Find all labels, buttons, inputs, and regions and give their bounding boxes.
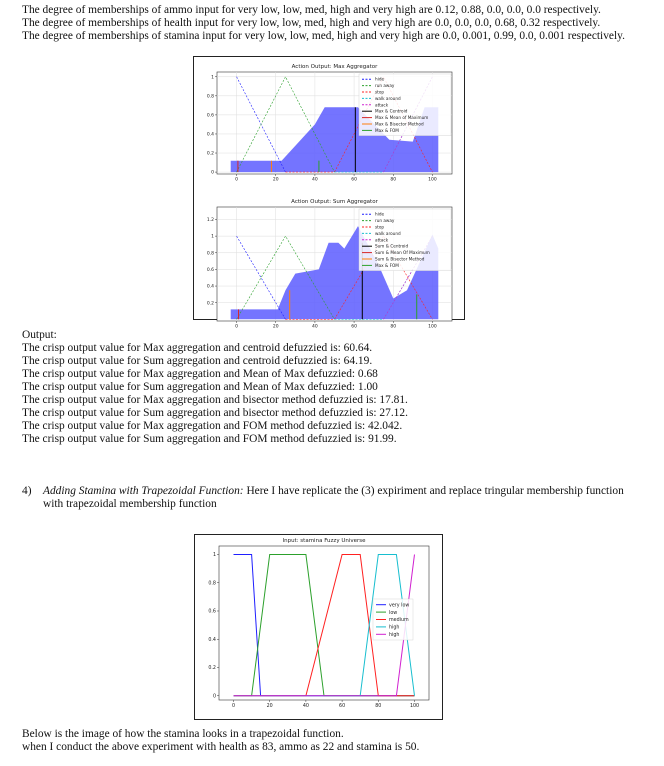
legend-label: hide — [375, 211, 385, 217]
legend-label: walk around — [375, 95, 401, 101]
section-text: Here I have replicate the (3) expiriment and replace tringular membership function — [243, 485, 624, 497]
legend-label: Sum & Bisector Method — [375, 256, 425, 262]
x-tick-label: 20 — [272, 324, 279, 330]
legend-label: run away — [375, 218, 395, 224]
x-tick-label: 80 — [390, 177, 397, 183]
legend-label: Sum & Mean Of Maximum — [375, 250, 430, 256]
chart-title: Input: stamina Fuzzy Universe — [282, 538, 366, 544]
y-tick-label: 0.8 — [206, 251, 214, 257]
section-4-heading — [22, 485, 624, 498]
closing-paragraph — [22, 728, 419, 754]
x-tick-label: 80 — [390, 324, 397, 330]
x-tick-label: 20 — [266, 703, 273, 709]
section-4-text-continued: with trapezoidal membership function — [43, 498, 217, 510]
output-line: The crisp output value for Sum aggregation and FOM method defuzzied is: 91.99. — [22, 433, 397, 445]
output-line: The crisp output value for Max aggregation and bisector method defuzzied is: 17.81. — [22, 394, 408, 406]
legend-label: high — [389, 625, 400, 631]
x-tick-label: 100 — [428, 177, 437, 183]
aggregator-figure — [193, 56, 465, 330]
y-tick-label: 0.8 — [206, 94, 214, 100]
legend-label: stop — [375, 224, 385, 230]
x-tick-label: 40 — [302, 703, 309, 709]
intro-line-ammo: The degree of memberships of ammo input for very low, low, med, high and very high are 0.12, 0.88, 0.0, 0.0, 0.0 respectively. — [22, 4, 601, 16]
legend-label: very low — [389, 603, 410, 609]
chart-title: Action Output: Max Aggregator — [291, 64, 378, 70]
intro-paragraph — [22, 4, 625, 43]
legend-label: stop — [375, 89, 385, 95]
y-tick-label: 0.2 — [206, 151, 214, 157]
output-line: The crisp output value for Sum aggregation and centroid defuzzied is: 64.19. — [22, 355, 373, 367]
y-tick-label: 1 — [211, 234, 214, 240]
closing-line: Below is the image of how the stamina looks in a trapezoidal function. — [22, 728, 344, 740]
closing-line: when I conduct the above experiment with health as 83, ammo as 22 and stamina is 50. — [22, 741, 420, 753]
x-tick-label: 60 — [351, 177, 357, 183]
x-tick-label: 100 — [428, 324, 437, 330]
y-tick-label: 0.4 — [206, 132, 214, 138]
output-heading: Output: — [22, 329, 57, 341]
y-tick-label: 0.4 — [206, 284, 214, 290]
y-tick-label: 0.4 — [208, 637, 216, 643]
x-tick-label: 40 — [312, 324, 318, 330]
section-number: 4) — [22, 485, 32, 497]
legend-label: high — [389, 632, 400, 638]
legend-label: attack — [375, 237, 389, 243]
legend-label: Max & FOM — [375, 262, 399, 268]
x-tick-label: 0 — [235, 177, 239, 183]
y-tick-label: 0.2 — [206, 301, 214, 307]
output-line: The crisp output value for Max aggregation and centroid defuzzied is: 60.64. — [22, 342, 373, 354]
output-line: The crisp output value for Max aggregation and FOM method defuzzied is: 42.042. — [22, 420, 403, 432]
x-tick-label: 20 — [272, 177, 279, 183]
legend-label: medium — [389, 618, 409, 624]
stamina-figure — [194, 534, 443, 720]
output-line: The crisp output value for Sum aggregation and bisector method defuzzied is: 27.12. — [22, 407, 408, 419]
x-tick-label: 40 — [312, 177, 318, 183]
legend-label: Max & Centroid — [375, 108, 408, 114]
x-tick-label: 60 — [351, 324, 357, 330]
y-tick-label: 0.2 — [208, 666, 216, 672]
legend-label: Max & FOM — [375, 127, 399, 133]
intro-line-stamina: The degree of memberships of stamina input for very low, low, med, high and very high are 0.0, 0.001, 0.99, 0.0, 0.001 respectively. — [22, 30, 625, 42]
chart-title: Action Output: Sum Aggregator — [291, 199, 378, 205]
y-tick-label: 1 — [211, 75, 214, 81]
legend-label: run away — [375, 83, 395, 89]
x-tick-label: 100 — [409, 703, 420, 709]
x-tick-label: 80 — [375, 703, 382, 709]
y-tick-label: 1.2 — [206, 218, 214, 224]
stamina-universe-chart — [195, 535, 442, 719]
x-tick-label: 60 — [339, 703, 346, 709]
y-tick-label: 1 — [212, 553, 216, 559]
legend-label: attack — [375, 102, 389, 108]
y-tick-label: 0.6 — [206, 267, 214, 273]
legend-label: hide — [375, 76, 385, 82]
intro-line-health: The degree of memberships of health input for very low, low, med, high and very high are 0.0, 0.0, 0.0, 0.68, 0.32 respectively. — [22, 17, 601, 29]
x-tick-label: 0 — [235, 324, 239, 330]
y-tick-label: 0.6 — [206, 113, 214, 119]
y-tick-label: 0.6 — [208, 609, 216, 615]
output-line: The crisp output value for Max aggregation and Mean of Max defuzzied: 0.68 — [22, 368, 378, 380]
legend-label: Max & Bisector Method — [375, 121, 424, 127]
legend-label: Max & Mean of Maximum — [375, 115, 429, 121]
y-tick-label: 0 — [212, 694, 216, 700]
legend-label: Sum & Centroid — [375, 243, 409, 249]
sum-aggregator-chart — [194, 193, 464, 330]
y-tick-label: 0 — [211, 170, 214, 176]
max-aggregator-chart — [194, 57, 464, 188]
output-line: The crisp output value for Sum aggregation and Mean of Max defuzzied: 1.00 — [22, 381, 378, 393]
y-tick-label: 0.8 — [208, 581, 216, 587]
legend-label: low — [389, 610, 398, 616]
section-title: Adding Stamina with Trapezoidal Function: — [43, 485, 244, 497]
x-tick-label: 0 — [231, 703, 236, 709]
legend-label: walk around — [375, 230, 401, 236]
output-block — [22, 329, 408, 446]
